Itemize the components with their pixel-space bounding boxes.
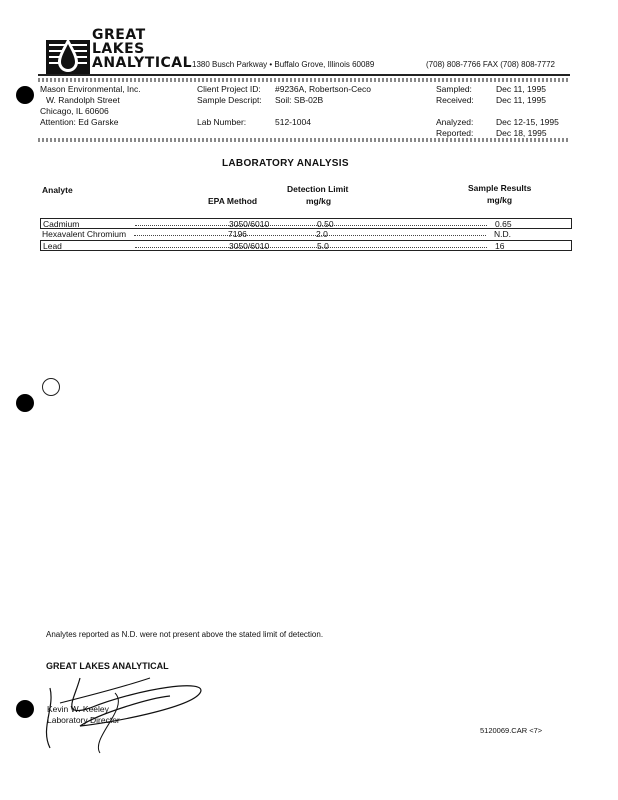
received-value: Dec 11, 1995 <box>496 95 546 105</box>
sampled-value: Dec 11, 1995 <box>496 84 546 94</box>
dates-block <box>436 84 559 139</box>
sample-descript-value: Soil: SB-02B <box>275 95 324 105</box>
company-name-line: ANALYTICAL <box>92 55 193 71</box>
report-title: LABORATORY ANALYSIS <box>222 158 349 169</box>
row-analyte: Lead <box>43 241 62 251</box>
binder-ring-mark <box>42 378 60 396</box>
row-epa: 3050/6010 <box>229 241 270 251</box>
company-address: 1380 Busch Parkway • Buffalo Grove, Illinois 60089 <box>192 60 375 69</box>
table-row <box>40 229 570 239</box>
client-block <box>40 84 141 128</box>
nd-footnote: Analytes reported as N.D. were not present above the stated limit of detection. <box>46 630 324 639</box>
header-rule <box>38 74 570 76</box>
col-detection-unit: mg/kg <box>306 196 332 206</box>
row-detection: 0.50 <box>317 219 334 229</box>
row-detection: 2.0 <box>316 229 328 239</box>
table-row <box>40 218 572 229</box>
row-result: 0.65 <box>495 219 512 229</box>
header-hatch <box>38 78 570 82</box>
analyzed-label: Analyzed: <box>436 117 474 127</box>
info-hatch <box>38 138 570 142</box>
attention-name: Ed Garske <box>78 117 119 127</box>
document-code: 5120069.CAR <7> <box>480 726 543 735</box>
company-logo <box>46 36 90 74</box>
row-result: 16 <box>495 241 505 251</box>
reported-value: Dec 18, 1995 <box>496 128 547 138</box>
sample-descript-label: Sample Descript: <box>197 95 262 105</box>
client-street: W. Randolph Street <box>46 95 120 105</box>
signer-title: Laboratory Director <box>47 715 120 725</box>
signature-company: GREAT LAKES ANALYTICAL <box>46 661 169 671</box>
company-name-line: GREAT <box>92 27 146 43</box>
binder-hole <box>16 394 34 412</box>
table-row <box>40 240 572 251</box>
col-results-unit: mg/kg <box>487 195 513 205</box>
client-name: Mason Environmental, Inc. <box>40 84 141 94</box>
row-epa: 7196 <box>228 229 247 239</box>
client-attention <box>40 117 141 128</box>
col-detection-limit: Detection Limit <box>287 184 349 194</box>
row-analyte: Hexavalent Chromium <box>42 229 127 239</box>
col-sample-results: Sample Results <box>468 183 532 193</box>
signer-name: Kevin W. Keeley <box>47 704 109 714</box>
binder-hole <box>16 86 34 104</box>
row-result: N.D. <box>494 229 511 239</box>
row-epa: 3050/6010 <box>229 219 270 229</box>
sampled-label: Sampled: <box>436 84 472 94</box>
project-block <box>197 84 371 128</box>
company-name <box>92 28 192 70</box>
lab-number-label: Lab Number: <box>197 117 247 127</box>
col-analyte: Analyte <box>42 185 73 195</box>
client-city: Chicago, IL 60606 <box>40 106 109 116</box>
analyzed-value: Dec 12-15, 1995 <box>496 117 559 127</box>
reported-label: Reported: <box>436 128 474 138</box>
row-detection: 5.0 <box>317 241 329 251</box>
client-project-value: #9236A, Robertson-Ceco <box>275 84 371 94</box>
company-name-line: LAKES <box>92 41 145 57</box>
col-epa-method: EPA Method <box>208 196 258 206</box>
attention-label: Attention: <box>40 117 76 127</box>
company-phone: (708) 808-7766 FAX (708) 808-7772 <box>426 60 555 69</box>
client-project-label: Client Project ID: <box>197 84 261 94</box>
received-label: Received: <box>436 95 474 105</box>
row-analyte: Cadmium <box>43 219 80 229</box>
lab-number-value: 512-1004 <box>275 117 311 127</box>
